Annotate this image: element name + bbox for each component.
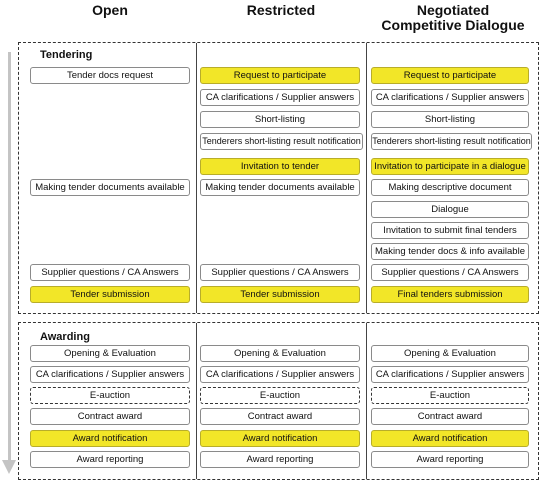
awarding-title: Awarding <box>40 331 90 343</box>
tendering-divider-1 <box>196 43 197 313</box>
open-award-opening-evaluation: Opening & Evaluation <box>30 345 190 362</box>
restricted-award-notification: Award notification <box>200 430 360 447</box>
negotiated-step-invitation-to-dialogue: Invitation to participate in a dialogue <box>371 158 529 175</box>
negotiated-award-e-auction: E-auction <box>371 387 529 404</box>
timeline-arrow-shaft <box>8 52 11 462</box>
column-header-restricted: Restricted <box>246 2 316 18</box>
restricted-award-e-auction: E-auction <box>200 387 360 404</box>
open-award-e-auction: E-auction <box>30 387 190 404</box>
open-step-tender-docs-request: Tender docs request <box>30 67 190 84</box>
restricted-step-invitation-to-tender: Invitation to tender <box>200 158 360 175</box>
column-header-open: Open <box>92 2 128 18</box>
negotiated-step-request-to-participate: Request to participate <box>371 67 529 84</box>
restricted-award-ca-clarifications: CA clarifications / Supplier answers <box>200 366 360 383</box>
negotiated-step-making-descriptive-document: Making descriptive document <box>371 179 529 196</box>
column-header-negotiated <box>368 3 538 33</box>
negotiated-step-ca-clarifications: CA clarifications / Supplier answers <box>371 89 529 106</box>
tendering-divider-2 <box>366 43 367 313</box>
open-step-supplier-questions: Supplier questions / CA Answers <box>30 264 190 281</box>
negotiated-award-opening-evaluation: Opening & Evaluation <box>371 345 529 362</box>
restricted-award-contract-award: Contract award <box>200 408 360 425</box>
restricted-step-tender-submission: Tender submission <box>200 286 360 303</box>
tendering-title: Tendering <box>40 49 93 61</box>
column-header-negotiated-line2: Competitive Dialogue <box>381 17 525 33</box>
open-award-contract-award: Contract award <box>30 408 190 425</box>
restricted-step-short-listing: Short-listing <box>200 111 360 128</box>
negotiated-step-short-listing: Short-listing <box>371 111 529 128</box>
negotiated-award-contract-award: Contract award <box>371 408 529 425</box>
negotiated-step-short-listing-notification: Tenderers short-listing result notification <box>371 133 532 150</box>
down-arrow-icon <box>2 460 16 474</box>
open-step-tender-submission: Tender submission <box>30 286 190 303</box>
restricted-step-making-tender-documents: Making tender documents available <box>200 179 360 196</box>
negotiated-step-dialogue: Dialogue <box>371 201 529 218</box>
open-award-notification: Award notification <box>30 430 190 447</box>
open-award-reporting: Award reporting <box>30 451 190 468</box>
awarding-divider-1 <box>196 323 197 479</box>
restricted-step-supplier-questions: Supplier questions / CA Answers <box>200 264 360 281</box>
negotiated-step-final-tenders-submission: Final tenders submission <box>371 286 529 303</box>
open-award-ca-clarifications: CA clarifications / Supplier answers <box>30 366 190 383</box>
negotiated-step-supplier-questions: Supplier questions / CA Answers <box>371 264 529 281</box>
awarding-divider-2 <box>366 323 367 479</box>
negotiated-award-ca-clarifications: CA clarifications / Supplier answers <box>371 366 529 383</box>
negotiated-award-reporting: Award reporting <box>371 451 529 468</box>
restricted-step-short-listing-notification: Tenderers short-listing result notification <box>200 133 363 150</box>
column-header-negotiated-line1: Negotiated <box>416 2 490 18</box>
negotiated-award-notification: Award notification <box>371 430 529 447</box>
restricted-step-request-to-participate: Request to participate <box>200 67 360 84</box>
restricted-award-reporting: Award reporting <box>200 451 360 468</box>
open-step-making-tender-documents: Making tender documents available <box>30 179 190 196</box>
negotiated-step-invitation-final-tenders: Invitation to submit final tenders <box>371 222 529 239</box>
restricted-award-opening-evaluation: Opening & Evaluation <box>200 345 360 362</box>
restricted-step-ca-clarifications: CA clarifications / Supplier answers <box>200 89 360 106</box>
negotiated-step-making-tender-docs: Making tender docs & info available <box>371 243 529 260</box>
